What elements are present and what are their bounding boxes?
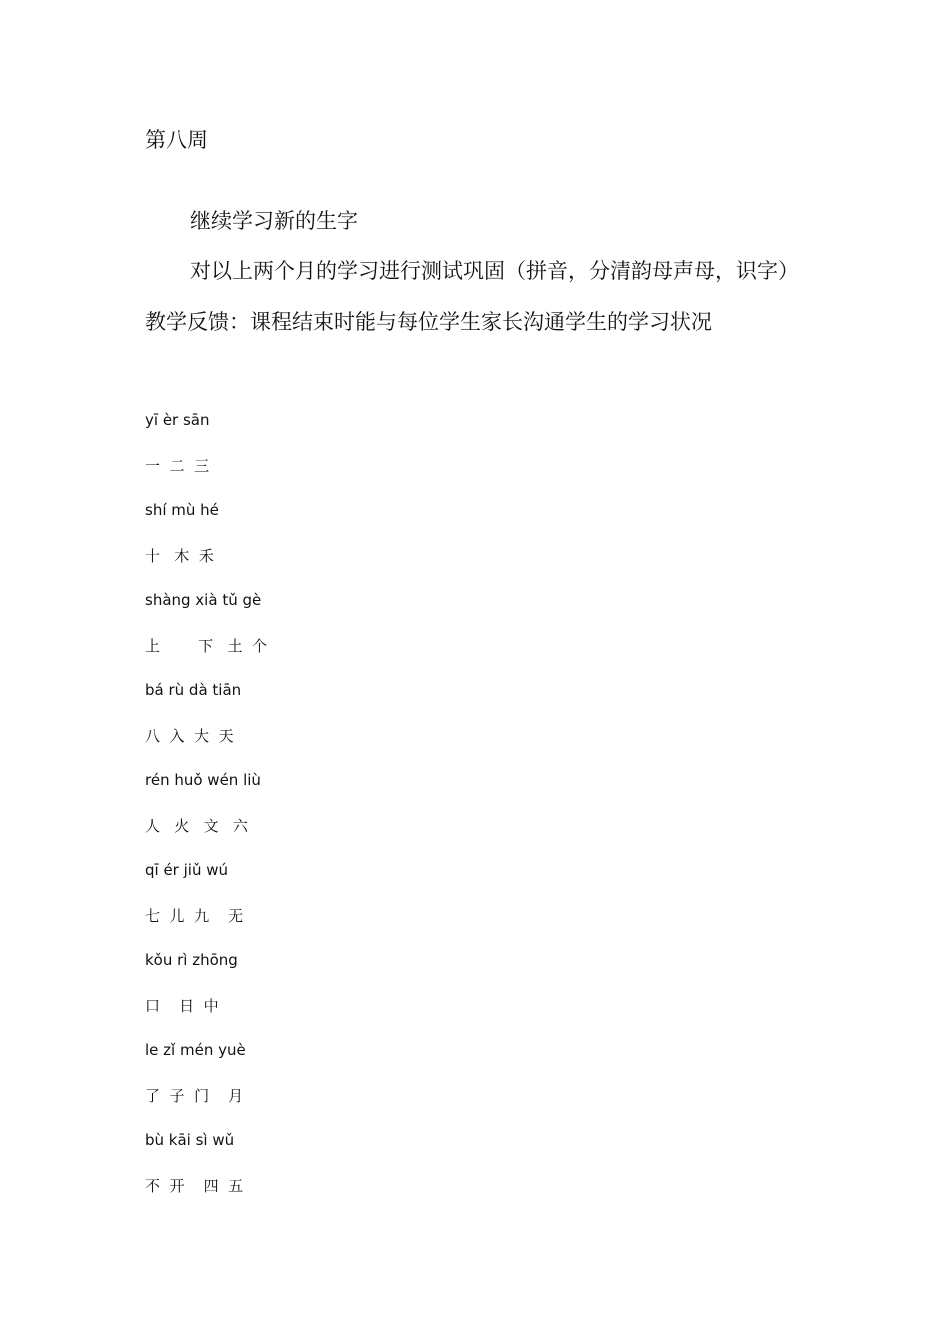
vocab-row <box>145 1038 805 1128</box>
pinyin-line: bá rù dà tiān <box>145 681 242 699</box>
pinyin-line: qī ér jiǔ wú <box>145 861 229 879</box>
paragraph-review-test: 对以上两个月的学习进行测试巩固（拼音，分清韵母声母，识字） <box>190 259 799 283</box>
hanzi-line: 人 火 文 六 <box>145 817 248 835</box>
vocab-row <box>145 948 805 1038</box>
hanzi-line: 七 儿 九 无 <box>145 907 244 925</box>
pinyin-line: kǒu rì zhōng <box>145 951 238 969</box>
hanzi-line: 八 入 大 天 <box>145 727 234 745</box>
paragraph-teaching-feedback: 教学反馈：课程结束时能与每位学生家长沟通学生的学习状况 <box>145 310 712 334</box>
pinyin-line: shàng xià tǔ gè <box>145 591 262 609</box>
pinyin-line: rén huǒ wén liù <box>145 771 261 789</box>
vocab-list <box>145 408 805 1218</box>
vocab-row <box>145 498 805 588</box>
vocab-row <box>145 1128 805 1218</box>
pinyin-line: le zǐ mén yuè <box>145 1041 246 1059</box>
vocab-row <box>145 858 805 948</box>
vocab-row <box>145 408 805 498</box>
pinyin-line: bù kāi sì wǔ <box>145 1131 235 1149</box>
hanzi-line: 一 二 三 <box>145 457 210 475</box>
pinyin-line: yī èr sān <box>145 411 210 429</box>
hanzi-line: 不 开 四 五 <box>145 1177 244 1195</box>
week-title: 第八周 <box>145 128 208 152</box>
hanzi-line: 口 日 中 <box>145 997 219 1015</box>
pinyin-line: shí mù hé <box>145 501 219 519</box>
hanzi-line: 十 木 禾 <box>145 547 214 565</box>
vocab-row <box>145 768 805 858</box>
vocab-row <box>145 588 805 678</box>
paragraph-continue-learning: 继续学习新的生字 <box>190 209 358 233</box>
hanzi-line: 了 子 门 月 <box>145 1087 244 1105</box>
vocab-row <box>145 678 805 768</box>
hanzi-line: 上 下 土 个 <box>145 637 267 655</box>
